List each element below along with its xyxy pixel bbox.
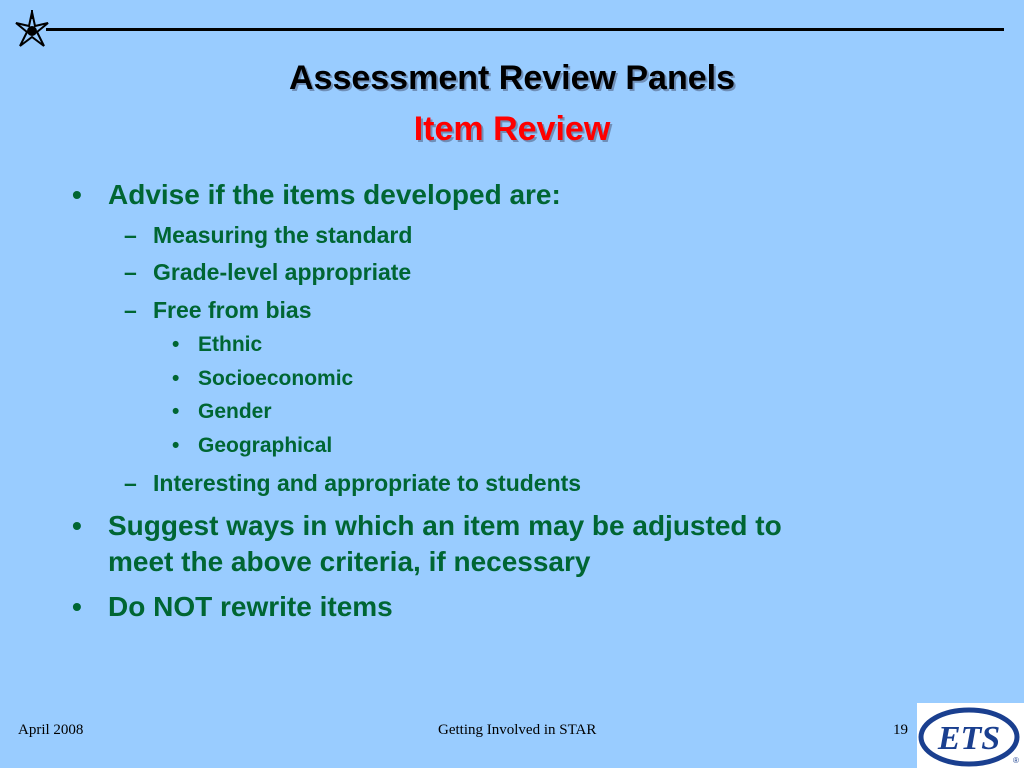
bullet-marker: • [72, 510, 82, 541]
list-item: Free from bias [153, 297, 312, 323]
slide-title: Assessment Review Panels [288, 59, 736, 97]
header-rule [46, 28, 1004, 31]
sub-bullet-marker: • [172, 333, 180, 356]
dash-marker: – [124, 259, 137, 285]
list-item: Interesting and appropriate to students [153, 470, 582, 496]
dash-marker: – [124, 470, 137, 496]
list-item: Gender [198, 400, 272, 423]
list-item: Advise if the items developed are: [108, 179, 561, 210]
footer-center: Getting Involved in STAR [438, 722, 597, 738]
ets-logo [917, 703, 1024, 768]
list-item: Suggest ways in which an item may be adjusted to [108, 510, 782, 541]
footer-date: April 2008 [18, 722, 84, 738]
list-item: Grade-level appropriate [153, 259, 412, 285]
dash-marker: – [124, 297, 137, 323]
list-item: Geographical [198, 434, 333, 457]
slide-subtitle: Item Review [413, 110, 611, 148]
registered-mark: ® [1013, 756, 1019, 765]
sub-bullet-marker: • [172, 434, 180, 457]
list-item: Socioeconomic [198, 367, 354, 390]
sub-bullet-marker: • [172, 367, 180, 390]
star-compass-icon [12, 10, 52, 50]
list-item: Measuring the standard [153, 222, 413, 248]
page-number: 19 [893, 722, 908, 738]
sub-bullet-marker: • [172, 400, 180, 423]
list-item: Do NOT rewrite items [108, 591, 393, 622]
list-item: meet the above criteria, if necessary [108, 546, 591, 577]
list-item: Ethnic [198, 333, 263, 356]
bullet-marker: • [72, 591, 82, 622]
bullet-marker: • [72, 179, 82, 210]
ets-logo-text: ETS [937, 720, 1001, 757]
dash-marker: – [124, 222, 137, 248]
